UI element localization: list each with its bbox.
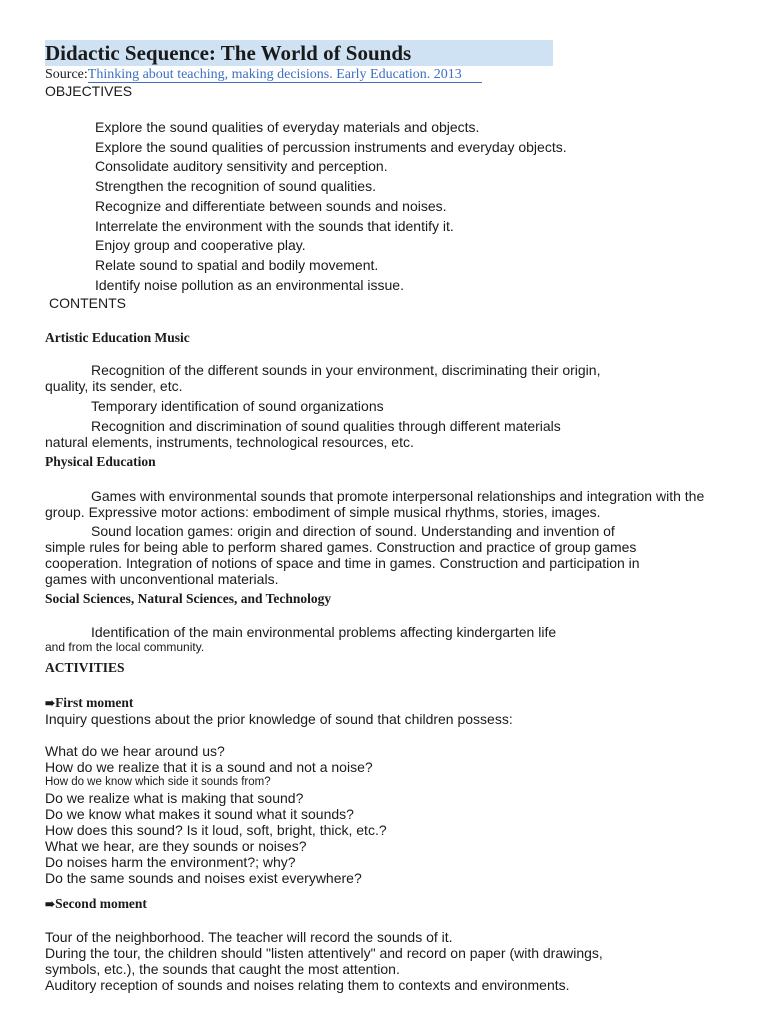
document-title: Didactic Sequence: The World of Sounds — [45, 41, 412, 65]
list-item: How do we realize that it is a sound and not a noise? — [45, 759, 373, 776]
list-item: Sound location games: origin and direction of sound. Understanding and invention of simple rules for being able to perform shared games. Construction and practice of group games cooperation. Integration of notions of space and time in games. Construction and participation in games with unconventional materials. — [45, 523, 640, 588]
first-moment-intro: Inquiry questions about the prior knowledge of sound that children possess: — [45, 711, 513, 728]
bullet-icon — [45, 236, 95, 256]
physical-heading: Physical Education — [45, 454, 156, 470]
list-item: Enjoy group and cooperative play. — [45, 236, 735, 256]
second-moment-heading: ➠ Second moment — [45, 896, 147, 912]
list-item: Strengthen the recognition of sound qualities. — [45, 177, 735, 197]
list-item: Recognition and discrimination of sound qualities through different materials natural elements, instruments, technological resources, etc. — [45, 418, 561, 451]
list-item: Do the same sounds and noises exist everywhere? — [45, 870, 362, 887]
bullet-icon — [45, 217, 95, 237]
bullet-icon — [45, 256, 95, 276]
second-moment-body: Tour of the neighborhood. The teacher will record the sounds of it. During the tour, the children should "listen attentively" and record on paper (with drawings, symbols, etc.), the sounds that caught the most attention. Auditory reception of sounds and noises relating them to contexts and environments. — [45, 929, 603, 994]
social-heading: Social Sciences, Natural Sciences, and Technology — [45, 591, 332, 607]
list-item: Explore the sound qualities of everyday materials and objects. — [45, 118, 735, 138]
list-item: Explore the sound qualities of percussion instruments and everyday objects. — [45, 138, 735, 158]
list-item: What we hear, are they sounds or noises? — [45, 838, 307, 855]
list-item: Temporary identification of sound organizations — [91, 398, 384, 415]
list-item: How do we know which side it sounds from? — [45, 776, 271, 789]
list-item: Games with environmental sounds that promote interpersonal relationships and integration with the group. Expressive motor actions: embodiment of simple musical rhythms, stories, images. — [45, 488, 705, 521]
bullet-icon — [45, 177, 95, 197]
list-item: Relate sound to spatial and bodily movement. — [45, 256, 735, 276]
physical-list — [45, 488, 735, 587]
arrow-icon: ➠ — [45, 696, 54, 711]
list-item: Identify noise pollution as an environmental issue. — [45, 276, 735, 296]
music-heading: Artistic Education Music — [45, 330, 190, 346]
bullet-icon — [45, 138, 95, 158]
source-link[interactable]: Thinking about teaching, making decisions. Early Education. 2013 — [88, 67, 482, 83]
list-item: Recognize and differentiate between sounds and noises. — [45, 197, 735, 217]
bullet-icon — [45, 197, 95, 217]
bullet-icon — [45, 157, 95, 177]
activities-heading: ACTIVITIES — [45, 660, 125, 676]
source-label: Source: — [45, 67, 88, 82]
list-item: Do we know what makes it sound what it sounds? — [45, 806, 354, 823]
source-line — [45, 67, 735, 83]
list-item: Do we realize what is making that sound? — [45, 790, 304, 807]
list-item: Interrelate the environment with the sounds that identify it. — [45, 217, 735, 237]
questions-list — [45, 743, 735, 886]
first-moment-heading: ➠ First moment — [45, 695, 134, 711]
objectives-heading: OBJECTIVES — [45, 83, 133, 99]
document-page — [45, 40, 735, 993]
objectives-list — [45, 118, 735, 295]
list-item: Consolidate auditory sensitivity and perception. — [45, 157, 735, 177]
list-item: How does this sound? Is it loud, soft, bright, thick, etc.? — [45, 822, 387, 839]
music-list — [45, 362, 735, 450]
list-item: What do we hear around us? — [45, 743, 225, 760]
bullet-icon — [45, 276, 95, 296]
list-item: Do noises harm the environment?; why? — [45, 854, 296, 871]
bullet-icon — [45, 118, 95, 138]
contents-heading: CONTENTS — [49, 295, 126, 312]
list-item: Recognition of the different sounds in your environment, discriminating their origin, quality, its sender, etc. — [45, 362, 601, 395]
list-item: Identification of the main environmental problems affecting kindergarten life and from the local community. — [45, 624, 557, 655]
title-bar — [45, 40, 553, 66]
arrow-icon: ➠ — [45, 897, 54, 912]
